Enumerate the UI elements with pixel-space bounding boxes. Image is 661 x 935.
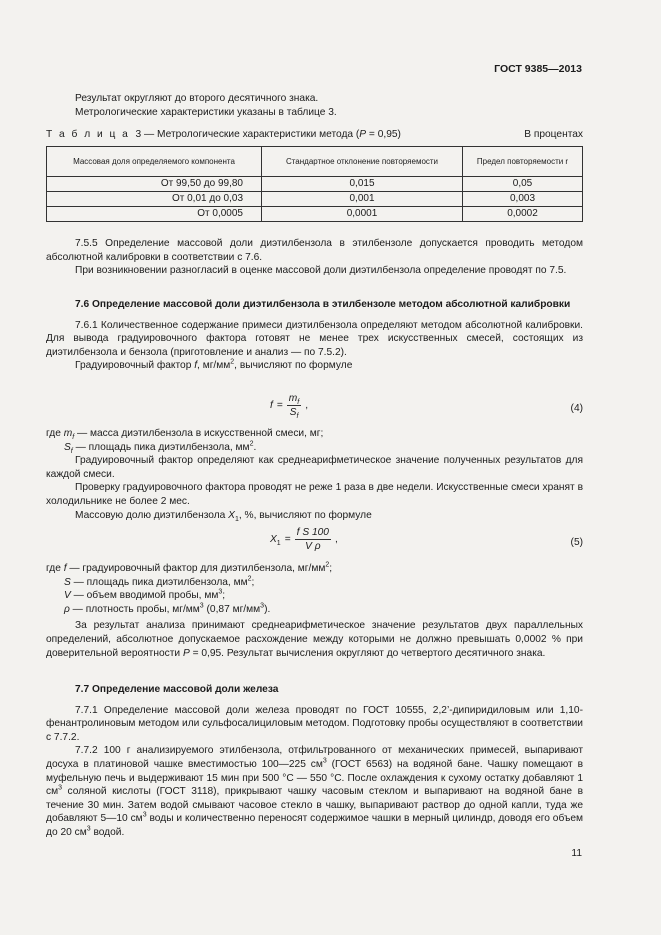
document-header: ГОСТ 9385—2013 <box>494 63 582 75</box>
where-f: где f — градуировочный фактор для диэтилбензола, $мг/мм^2$; <box>46 561 333 574</box>
section-7-5-5 <box>46 237 583 278</box>
formula-4-where <box>46 427 583 522</box>
section-7-6 <box>46 298 583 373</box>
table-caption-text: Т а б л и ц а 3 — Метрологические характеристики метода (P = 0,95) <box>46 129 401 140</box>
table-cell: От 0,01 до 0,03 <box>47 192 262 207</box>
table-row <box>47 177 583 192</box>
formula-5-number: (5) <box>570 537 583 548</box>
paragraph-7-6-1: 7.6.1 Количественное содержание примеси диэтилбензола определяют методом абсолютной калибровки. Для вывода градуировочного фактора готовят не менее трех искусственных смесей, состоящих из диэтилбензола и бензола (приготовление и анализ — по 7.5.2). <box>46 319 583 358</box>
formula-5-body: $X_1$ = $\frac{\text{f S 100}}{\text{V ρ}}$ , <box>270 527 338 552</box>
paragraph-calibration-factor: Градуировочный фактор f, $мг/мм^2$, вычисляют по формуле <box>75 358 353 372</box>
formula-4-fraction: $\frac{m_f}{S_f}$ <box>288 393 300 421</box>
col-header-mass-fraction: Массовая доля определяемого компонента <box>47 147 262 177</box>
table-units: В процентах <box>524 129 583 140</box>
paragraph-disputes: При возникновении разногласий в оценке массовой доли диэтилбензола определение проводят по 7.5. <box>75 265 567 277</box>
intro-block <box>46 92 583 119</box>
intro-line-2: Метрологические характеристики указаны в таблице 3. <box>75 106 337 118</box>
where-s: S — площадь пика диэтилбензола, $мм^2$; <box>64 575 255 588</box>
table-cell: 0,015 <box>262 177 463 192</box>
paragraph-7-7-2: 7.7.2 100 г анализируемого этилбензола, отфильтрованного от механических примесей, выпаривают досуха в платиновой чашке вместимостью 100—225 $см^3$ (ГОСТ 6563) на водяной бане. Чашку помещают в муфельную печь и выдерживают 15 мин при 500 °С — 550 °С. После охлаждения к сухому остатку добавляют 1 $см^3$ соляной кислоты (ГОСТ 3118), прикрывают чашку часовым стеклом и выпаривают на водяной бане в течение 30 мин. Затем водой смывают часовое стекло в чашку, выпаривают раствор до одной капли, туда же добавляют 5—10 $см^3$ воды и количественно переносят содержимое чашки в мерный цилиндр, доводя его объем до 20 $см^3$ водой. <box>46 745 584 838</box>
formula-5 <box>46 527 583 561</box>
page-number: 11 <box>571 848 582 859</box>
paragraph-7-7-1: 7.7.1 Определение массовой доли железа проводят по ГОСТ 10555, 2,2’-дипиридиловым или 1,10-фенантролиновым методом или сульфосалициловым методом. Подготовку пробы осуществляют в соответствии с 7.7.2. <box>46 704 583 743</box>
section-title-7-6: 7.6 Определение массовой доли диэтилбензола в этилбензоле методом абсолютной калибровки <box>75 299 571 310</box>
table-cell: От 99,50 до 99,80 <box>47 177 262 192</box>
formula-5-fraction: $\frac{\text{f S 100}}{\text{V ρ}}$ <box>296 527 329 552</box>
table-row <box>47 192 583 207</box>
section-7-7 <box>46 683 583 840</box>
where-m-f: где $m_f$ — масса диэтилбензола в искусственной смеси, мг; <box>46 428 324 442</box>
section-title-7-7: 7.7 Определение массовой доли железа <box>75 684 279 695</box>
table-row <box>47 207 583 222</box>
metrology-table <box>46 146 583 222</box>
table-cell: 0,003 <box>463 192 583 207</box>
formula-4-body: f = $\frac{m_f}{S_f}$ , <box>270 393 309 421</box>
where-s-f: $S_f$ — площадь пика диэтилбензола, $мм^2$. <box>64 440 257 455</box>
where-v: V — объем вводимой пробы, $мм^3$; <box>64 588 226 602</box>
table-cell: 0,0001 <box>262 207 463 222</box>
col-header-repeatability-limit: Предел повторяемости r <box>463 147 583 177</box>
table-cell: От 0,0005 <box>47 207 262 222</box>
intro-line-1: Результат округляют до второго десятичного знака. <box>75 93 319 104</box>
where-rho: ρ — плотность пробы, $мг/мм^3$ (0,87 $мг/мм^3$). <box>64 602 271 615</box>
table-header-row <box>47 147 583 177</box>
paragraph-7-5-5: 7.5.5 Определение массовой доли диэтилбензола в этилбензоле допускается проводить методом абсолютной калибровки в соответствии с 7.6. <box>46 238 583 263</box>
table-caption <box>46 128 583 142</box>
formula-4-number: (4) <box>570 403 583 414</box>
paragraph-mass-fraction: Массовую долю диэтилбензола $X_1$, %, вычисляют по формуле <box>75 509 372 523</box>
formula-5-where <box>46 562 583 660</box>
formula-4 <box>46 393 583 427</box>
table-cell: 0,05 <box>463 177 583 192</box>
paragraph-mean-factor: Градуировочный фактор определяют как среднеарифметическое значение полученных результатов для каждой смеси. <box>46 455 583 480</box>
paragraph-factor-check: Проверку градуировочного фактора проводят не реже 1 раза в две недели. Искусственные смеси хранят в холодильнике не более 2 мес. <box>46 482 583 507</box>
table-cell: 0,0002 <box>463 207 583 222</box>
col-header-std-deviation: Стандартное отклонение повторяемости <box>262 147 463 177</box>
paragraph-result: За результат анализа принимают среднеарифметическое значение результатов двух параллельных определений, абсолютное допускаемое расхождение между которыми не должно превышать 0,0002 % при доверительной вероятности P = 0,95. Результат вычисления округляют до четвертого десятичного знака. <box>46 620 583 659</box>
table-cell: 0,001 <box>262 192 463 207</box>
